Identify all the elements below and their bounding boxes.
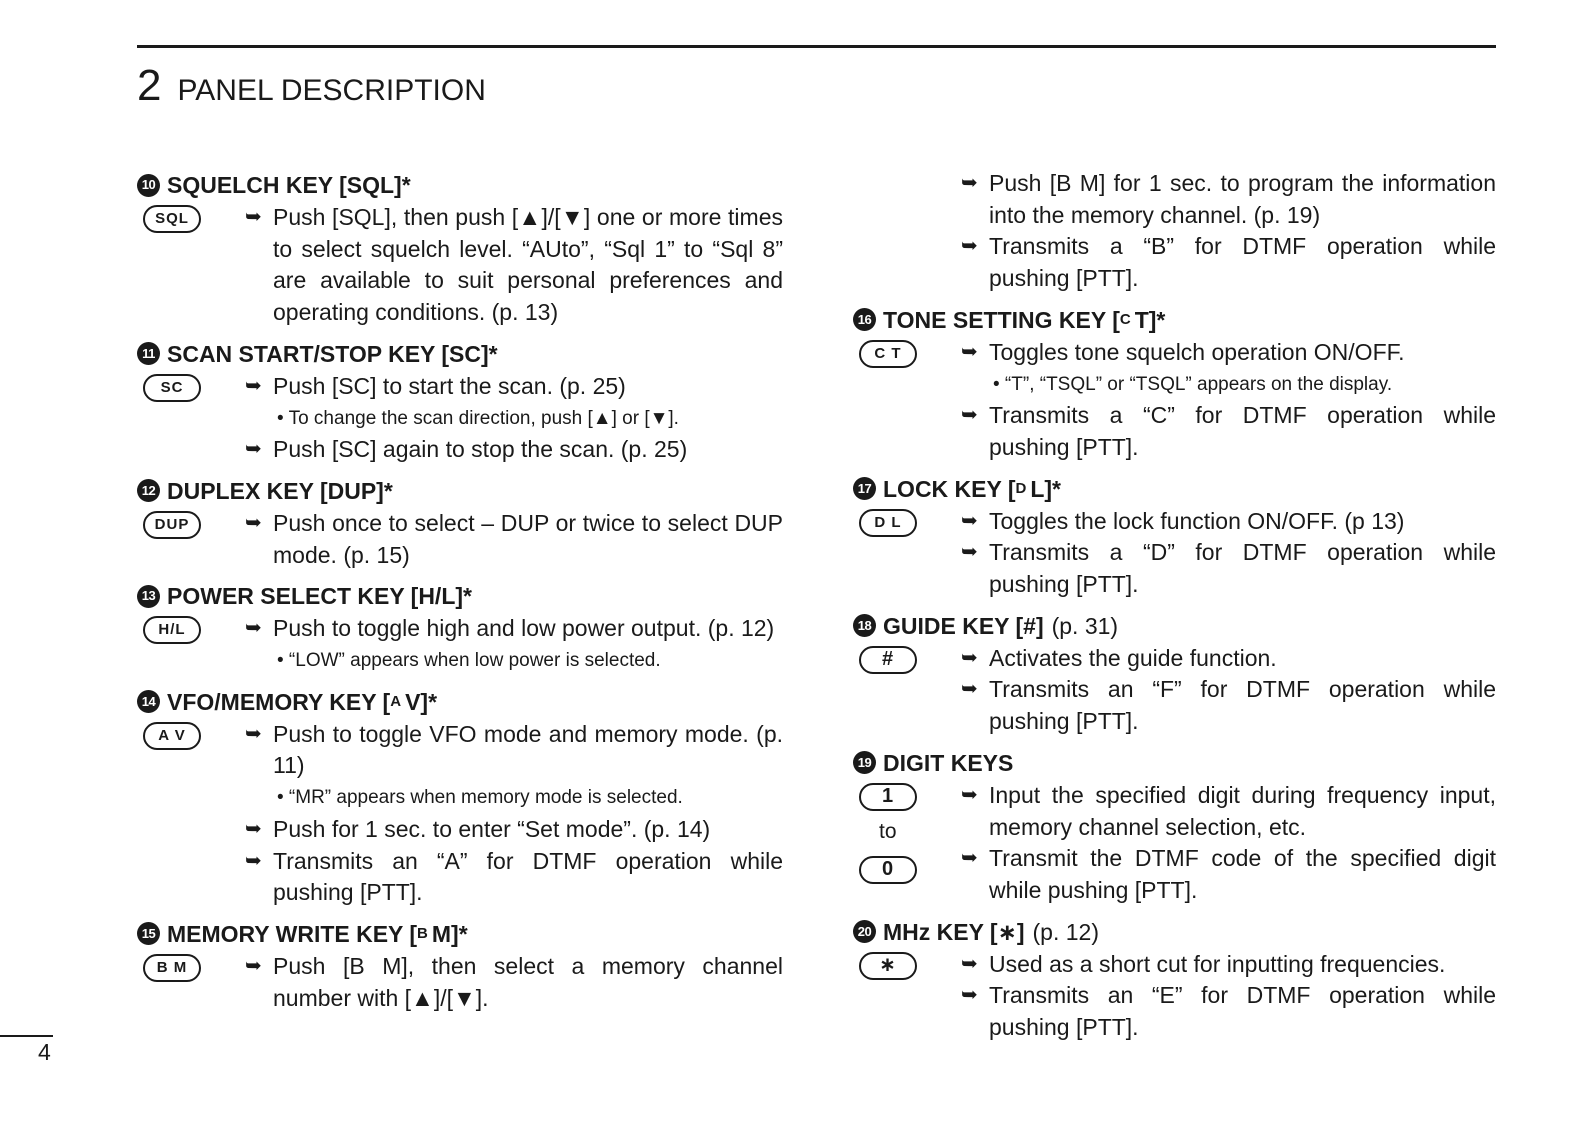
instruction-item [961,337,1496,369]
arrow-icon: ➥ [961,509,978,532]
section-body [137,202,783,329]
section-items [245,371,783,466]
chapter-heading [137,62,486,115]
section-continued [853,168,1496,295]
section-title: VFO/MEMORY KEY [ [167,688,391,715]
key-dl-button-icon: D L [859,509,917,537]
section-title: GUIDE KEY [#] [883,612,1044,639]
section-page-ref: (p. 12) [1032,918,1099,945]
arrow-icon: ➥ [961,404,978,427]
section-title-end: V]* [405,688,438,715]
chapter-title: PANEL DESCRIPTION [177,74,486,107]
section-number-badge: 10 [137,174,160,197]
section-body [137,371,783,466]
section-body [137,951,783,1014]
instruction-item [245,508,783,571]
instruction-text: Push to toggle high and low power output. (p. 12) [273,615,775,642]
section-body [853,949,1496,1044]
arrow-icon: ➥ [961,678,978,701]
key-bm-button-icon: B M [143,954,201,982]
instruction-item [961,949,1496,981]
key-0-button-icon: 0 [859,856,917,884]
arrow-icon: ➥ [245,511,262,534]
instruction-item [961,231,1496,294]
note-item: • To change the scan direction, push [▲] or [▼]. [277,407,679,429]
chapter-number: 2 [137,61,162,110]
section-title-end: M]* [431,920,468,947]
section-14 [137,685,783,909]
section-body [853,506,1496,601]
section-heading [137,917,783,951]
section-heading [853,915,1496,949]
section-title: TONE SETTING KEY [ [883,306,1120,333]
section-17 [853,472,1496,601]
section-11 [137,337,783,466]
section-number-badge: 12 [137,479,160,502]
section-heading [853,472,1496,506]
section-heading [137,579,783,613]
key--button-icon: ∗ [859,952,917,980]
instruction-text: Push once to select – DUP or twice to select DUP mode. (p. 15) [273,509,783,568]
key-column [137,508,245,571]
section-title-key-letter: A [390,692,402,710]
section-number-badge: 16 [853,308,876,331]
key-column [137,202,245,329]
instruction-text: Push [SC] again to stop the scan. (p. 25) [273,436,688,463]
instruction-text: Push for 1 sec. to enter “Set mode”. (p. 14) [273,815,711,842]
instruction-item [961,537,1496,600]
key-column [137,719,245,909]
section-items [245,202,783,329]
instruction-text: Toggles the lock function ON/OFF. (p 13) [989,507,1405,534]
instruction-text: Transmits a “C” for DTMF operation while pushing [PTT]. [989,402,1496,460]
section-items [961,780,1496,907]
key--button-icon: # [859,646,917,674]
section-title: SQUELCH KEY [SQL]* [167,172,411,198]
key-column [853,949,961,1044]
arrow-icon: ➥ [961,847,978,870]
instruction-item [961,674,1496,737]
key-column [853,506,961,601]
section-19 [853,746,1496,907]
section-title-key-letter: C [1119,310,1131,328]
section-page-ref: (p. 31) [1051,612,1119,639]
arrow-icon: ➥ [245,617,262,640]
instruction-item [245,202,783,329]
section-title-key-letter: D [1015,479,1027,497]
arrow-icon: ➥ [245,438,262,461]
section-number-badge: 14 [137,690,160,713]
instruction-text: Activates the guide function. [989,644,1277,671]
section-13 [137,579,783,676]
key-av-button-icon: A V [143,722,201,750]
note-item: • “LOW” appears when low power is selected. [277,650,661,672]
section-number-badge: 17 [853,477,876,500]
section-title-end: L]* [1030,475,1061,502]
section-16 [853,303,1496,464]
section-items [961,168,1496,295]
section-items [961,337,1496,464]
section-number-badge: 15 [137,922,160,945]
instruction-item [245,951,783,1014]
key-ct-button-icon: C T [859,340,917,368]
instruction-item [245,613,783,645]
instruction-item [961,843,1496,906]
top-rule [137,45,1496,48]
section-items [245,719,783,909]
instruction-item [245,719,783,782]
section-heading [853,303,1496,337]
arrow-icon: ➥ [245,954,262,977]
key-range-joiner: to [879,819,897,843]
section-title: POWER SELECT KEY [H/L]* [167,583,472,610]
instruction-text: Transmit the DTMF code of the specified digit while pushing [PTT]. [989,845,1496,903]
section-10 [137,168,783,329]
instruction-text: Input the specified digit during frequency input, memory channel selection, etc. [989,781,1496,840]
section-15 [137,917,783,1014]
section-title: DUPLEX KEY [DUP]* [167,477,393,504]
instruction-item [245,846,783,909]
note-item: • “MR” appears when memory mode is selected. [277,787,683,809]
key-column [853,780,961,907]
section-items [245,951,783,1014]
arrow-icon: ➥ [961,952,978,975]
arrow-icon: ➥ [961,172,978,194]
section-body [853,337,1496,464]
section-title: SCAN START/STOP KEY [SC]* [167,340,498,367]
section-items [961,643,1496,738]
arrow-icon: ➥ [961,541,978,564]
instruction-item [961,168,1496,231]
page-number: 4 [38,1039,51,1065]
key-column [137,371,245,466]
section-items [961,949,1496,1044]
section-12 [137,474,783,571]
instruction-text: Toggles tone squelch operation ON/OFF. [989,338,1405,365]
instruction-item [961,643,1496,675]
section-heading [853,746,1496,780]
instruction-item [961,400,1496,463]
section-18 [853,609,1496,738]
instruction-text: Transmits a “D” for DTMF operation while pushing [PTT]. [989,539,1496,598]
note-item: • “T”, “TSQL” or “TSQL” appears on the display. [993,373,1393,395]
section-heading [853,609,1496,643]
right-column [853,168,1496,1052]
section-20 [853,915,1496,1044]
instruction-item [961,980,1496,1043]
section-items [245,613,783,676]
key-column [853,168,961,295]
instruction-item [961,506,1496,538]
instruction-item [245,814,783,846]
instruction-text: Transmits an “E” for DTMF operation while pushing [PTT]. [989,982,1496,1041]
arrow-icon: ➥ [961,646,978,669]
section-title: DIGIT KEYS [883,749,1014,776]
section-title: LOCK KEY [ [883,475,1016,502]
key-dup-button-icon: DUP [143,511,201,539]
arrow-icon: ➥ [245,817,262,840]
arrow-icon: ➥ [961,235,978,258]
key-sc-button-icon: SC [143,374,201,402]
section-number-badge: 11 [137,342,160,365]
instruction-text: Push to toggle VFO mode and memory mode. (p. 11) [273,720,783,779]
section-body [853,780,1496,907]
key-column [137,951,245,1014]
key-column [137,613,245,676]
instruction-text: Transmits a “B” for DTMF operation while pushing [PTT]. [989,233,1496,292]
section-number-badge: 20 [853,920,876,943]
arrow-icon: ➥ [245,849,262,872]
section-number-badge: 13 [137,585,160,608]
section-items [961,506,1496,601]
instruction-text: Push [SC] to start the scan. (p. 25) [273,372,626,399]
instruction-item [245,371,783,403]
instruction-text: Push [B M] for 1 sec. to program the information into the memory channel. (p. 19) [989,170,1496,228]
key-1-button-icon: 1 [859,783,917,811]
key-hl-button-icon: H/L [143,616,201,644]
section-heading [137,474,783,508]
instruction-text: Push [SQL], then push [▲]/[▼] one or more times to select squelch level. “AUto”, “Sql 1” to “Sql 8” are available to suit personal preferences and operating conditions. (p. 13) [273,204,783,326]
section-body [853,643,1496,738]
instruction-item [961,780,1496,843]
arrow-icon: ➥ [961,340,978,363]
section-title-key-letter: B [417,924,428,942]
section-body [137,508,783,571]
section-body [853,168,1496,295]
arrow-icon: ➥ [245,722,262,745]
arrow-icon: ➥ [245,374,262,397]
key-column [853,337,961,464]
instruction-text: Push [B M], then select a memory channel number with [▲]/[▼]. [273,952,783,1011]
arrow-icon: ➥ [961,783,978,806]
section-number-badge: 19 [853,751,876,774]
page-number-rule [0,1035,53,1037]
section-heading [137,337,783,371]
section-items [245,508,783,571]
instruction-text: Transmits an “A” for DTMF operation while pushing [PTT]. [273,847,783,906]
section-number-badge: 18 [853,614,876,637]
instruction-item [245,434,783,466]
section-body [137,719,783,909]
arrow-icon: ➥ [961,984,978,1007]
section-title: MEMORY WRITE KEY [ [167,920,418,947]
section-heading [137,168,783,202]
section-body [137,613,783,676]
instruction-text: Used as a short cut for inputting frequencies. [989,950,1446,977]
section-heading [137,685,783,719]
arrow-icon: ➥ [245,206,262,228]
left-column [137,168,783,1022]
section-title-end: T]* [1134,306,1166,333]
section-title: MHz KEY [∗] [883,918,1025,945]
key-sql-button-icon: SQL [143,205,201,233]
instruction-text: Transmits an “F” for DTMF operation while pushing [PTT]. [989,676,1496,735]
key-column [853,643,961,738]
